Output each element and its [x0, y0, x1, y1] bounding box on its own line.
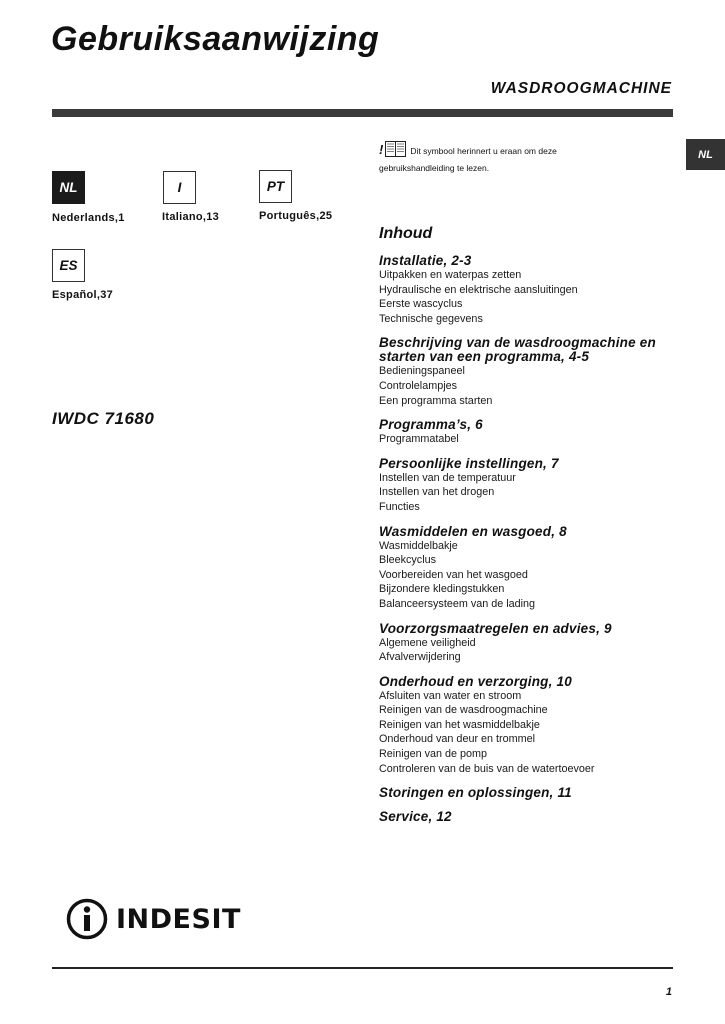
note-line-1: Dit symbool herinnert u eraan om deze [410, 146, 557, 156]
toc-item[interactable]: Bleekcyclus [379, 554, 437, 567]
language-box-it[interactable]: I [163, 171, 196, 204]
model-number: IWDC 71680 [52, 409, 155, 428]
language-box-es[interactable]: ES [52, 249, 85, 282]
toc-heading: Inhoud [379, 225, 433, 242]
toc-item-list [379, 364, 689, 408]
toc-item[interactable]: Instellen van de temperatuur [379, 471, 516, 484]
toc-item[interactable]: Reinigen van het wasmiddelbakje [379, 718, 540, 731]
toc-item[interactable]: Balanceersysteem van de lading [379, 597, 536, 610]
toc-item[interactable]: Bedieningspaneel [379, 365, 465, 378]
product-type: WASDROOGMACHINE [490, 80, 672, 97]
toc-item[interactable]: Reinigen van de pomp [379, 748, 488, 761]
toc-section [379, 336, 689, 408]
toc-item[interactable]: Afvalverwijdering [379, 651, 461, 664]
toc-section [379, 675, 689, 777]
toc-section-title[interactable]: Voorzorgsmaatregelen en advies, 9 [379, 620, 612, 636]
toc-section-title[interactable]: Installatie, 2-3 [379, 253, 472, 268]
toc-item[interactable]: Eerste wascyclus [379, 298, 463, 311]
note-line-2: gebruikshandleiding te lezen. [379, 163, 490, 173]
language-label-nl: Nederlands,1 [52, 212, 125, 224]
toc-item-list [379, 432, 689, 447]
toc-item[interactable]: Voorbereiden van het wasgoed [379, 568, 528, 581]
toc-section-title[interactable]: Onderhoud en verzorging, 10 [379, 673, 572, 689]
toc-item[interactable]: Wasmiddelbakje [379, 539, 458, 552]
toc-item[interactable]: Hydraulische en elektrische aansluitingen [379, 283, 578, 296]
toc-item[interactable]: Onderhoud van deur en trommel [379, 733, 536, 746]
toc-item-list [379, 268, 689, 326]
toc-section [379, 622, 689, 665]
toc-section-title[interactable]: Programma’s, 6 [379, 417, 483, 433]
symbol-note [379, 141, 609, 177]
page-number: 1 [665, 986, 672, 998]
toc-section [379, 457, 689, 515]
toc-item[interactable]: Controleren van de buis van de watertoevoer [379, 762, 595, 775]
toc-section [379, 418, 689, 447]
brand-wordmark: INDESIT [116, 903, 241, 935]
toc-item-list [379, 471, 689, 515]
toc-item[interactable]: Programmatabel [379, 433, 459, 446]
toc-item[interactable]: Een programma starten [379, 394, 493, 407]
toc-item-list [379, 636, 689, 665]
toc-item[interactable]: Algemene veiligheid [379, 636, 476, 649]
toc-section [379, 525, 689, 612]
toc-item[interactable]: Functies [379, 500, 420, 513]
indesit-logo [66, 898, 241, 940]
toc-section-title[interactable]: Beschrijving van de wasdroogmachine en starten van een programma, 4-5 [379, 335, 656, 365]
page-title: Gebruiksaanwijzing [51, 20, 380, 58]
toc-section-title[interactable]: Persoonlijke instellingen, 7 [379, 455, 559, 471]
toc-item[interactable]: Bijzondere kledingstukken [379, 583, 505, 596]
toc-section-title[interactable]: Wasmiddelen en wasgoed, 8 [379, 523, 567, 539]
table-of-contents [379, 225, 689, 834]
toc-item[interactable]: Uitpakken en waterpas zetten [379, 269, 522, 281]
toc-item[interactable]: Reinigen van de wasdroogmachine [379, 704, 548, 717]
language-label-pt: Português,25 [259, 210, 333, 222]
toc-item[interactable]: Technische gegevens [379, 312, 483, 325]
warning-mark: ! [379, 142, 384, 157]
toc-item[interactable]: Instellen van het drogen [379, 486, 495, 499]
toc-section [379, 254, 689, 326]
toc-section [379, 810, 689, 824]
header-divider [52, 109, 673, 117]
toc-item-list [379, 539, 689, 612]
footer-divider [52, 967, 673, 969]
toc-section-title[interactable]: Storingen en oplossingen, 11 [379, 785, 572, 801]
toc-item[interactable]: Controlelampjes [379, 379, 458, 392]
toc-section-title[interactable]: Service, 12 [379, 809, 452, 825]
indesit-i-logo-icon [66, 898, 108, 940]
language-label-it: Italiano,13 [162, 211, 220, 223]
language-label-es: Español,37 [52, 289, 114, 301]
language-box-pt[interactable]: PT [259, 170, 292, 203]
toc-item-list [379, 689, 689, 777]
language-box-nl[interactable]: NL [52, 171, 85, 204]
toc-section [379, 786, 689, 800]
toc-item[interactable]: Afsluiten van water en stroom [379, 689, 522, 702]
book-icon [385, 141, 406, 157]
language-side-tab: NL [686, 139, 725, 170]
